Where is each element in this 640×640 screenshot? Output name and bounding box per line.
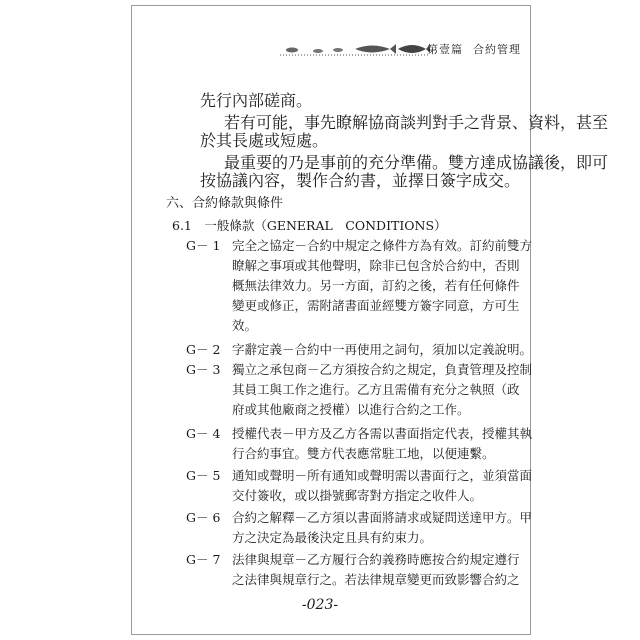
- clause-code: G－ 3: [186, 362, 221, 377]
- intro-line: 於其長處或短處。: [200, 131, 329, 150]
- clause-line: 合約之解釋－乙方須以書面將請求或疑問送達甲方。甲: [232, 510, 533, 525]
- clause-code: G－ 1: [186, 238, 221, 253]
- header-part: 第壹篇: [427, 43, 463, 56]
- clause-line: 概無法律效力。另一方面，訂約之後，若有任何條件: [232, 278, 520, 293]
- header-title: 合約管理: [473, 43, 521, 56]
- header-text: [427, 41, 521, 57]
- clause-line: 之法律與規章行之。若法律規章變更而致影響合約之: [232, 572, 520, 587]
- clause-line: 變更或修正，需附諸書面並經雙方簽字同意，方可生: [232, 298, 520, 313]
- intro-line: 最重要的乃是事前的充分準備。雙方達成協議後，即可: [224, 153, 609, 172]
- clause-line: 效。: [232, 318, 258, 333]
- section-heading: 六、合約條款與條件: [166, 196, 284, 211]
- clause-code: G－ 5: [186, 468, 221, 483]
- clause-line: 交付簽收，或以掛號郵寄對方指定之收件人。: [232, 488, 483, 503]
- clause-line: 行合約事宜。雙方代表應常駐工地，以便連繫。: [232, 446, 495, 461]
- clause-line: 法律與規章－乙方履行合約義務時應按合約規定遵行: [232, 552, 520, 567]
- subsection-heading: 6.1 一般條款（GENERAL CONDITIONS）: [172, 218, 447, 233]
- clause-code: G－ 4: [186, 426, 221, 441]
- intro-line: 先行內部磋商。: [200, 91, 313, 110]
- clause-line: 通知或聲明－所有通知或聲明需以書面行之，並須當面: [232, 468, 533, 483]
- clause-line: 其員工與工作之進行。乙方且需備有充分之執照（政: [232, 382, 520, 397]
- intro-line: 按協議內容，製作合約書，並擇日簽字成交。: [200, 171, 521, 190]
- running-header: [280, 38, 525, 60]
- page-number: -023-: [301, 597, 339, 613]
- clause-line: 獨立之承包商－乙方須按合約之規定，負責管理及控制: [232, 362, 533, 377]
- clause-code: G－ 6: [186, 510, 221, 525]
- fish-ornament-icon: [280, 41, 430, 57]
- clause-line: 瞭解之事項或其他聲明，除非已包含於合約中，否則: [232, 258, 520, 273]
- clause-line: 字辭定義－合約中一再使用之詞句，須加以定義說明。: [232, 342, 533, 357]
- clause-code: G－ 7: [186, 552, 221, 567]
- clause-line: 授權代表－甲方及乙方各需以書面指定代表，授權其執: [232, 426, 533, 441]
- clause-line: 府或其他廠商之授權）以進行合約之工作。: [232, 402, 470, 417]
- clause-line: 完全之協定－合約中規定之條件方為有效。訂約前雙方: [232, 238, 533, 253]
- intro-line: 若有可能，事先瞭解協商談判對手之背景、資料，甚至: [224, 113, 609, 132]
- clause-line: 方之決定為最後決定且具有約束力。: [232, 530, 433, 545]
- clause-code: G－ 2: [186, 342, 221, 357]
